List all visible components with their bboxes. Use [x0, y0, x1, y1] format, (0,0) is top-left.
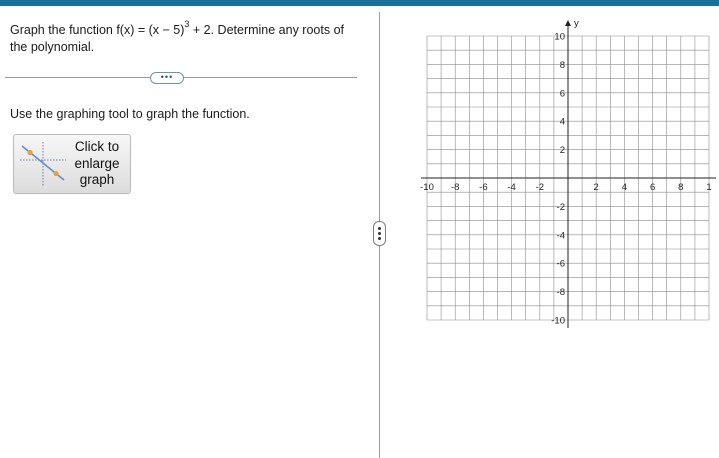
y-tick-label: -4 — [556, 230, 565, 242]
x-tick-label: 8 — [678, 182, 684, 193]
graph-thumbnail-icon — [20, 142, 66, 186]
y-axis-label: y — [574, 18, 579, 29]
y-tick-label: 8 — [559, 59, 565, 71]
x-tick-label: -6 — [479, 182, 488, 193]
y-tick-label: -8 — [556, 287, 565, 299]
y-tick-label: 2 — [559, 145, 565, 157]
graph-area — [420, 16, 719, 341]
y-tick-label: 4 — [559, 116, 565, 128]
x-tick-label: 1 — [706, 182, 712, 193]
x-tick-label: 6 — [649, 182, 656, 193]
y-axis-arrow-icon — [565, 20, 571, 26]
question-pane — [0, 6, 378, 458]
splitter-handle[interactable] — [373, 221, 386, 246]
x-tick-label: -4 — [507, 182, 516, 193]
y-tick-label: -6 — [556, 258, 565, 270]
y-tick-label: -2 — [556, 201, 565, 213]
x-tick-label: 4 — [621, 182, 628, 193]
enlarge-graph-label: Click to enlarge graph — [74, 139, 120, 187]
coordinate-grid — [420, 16, 719, 336]
question-suffix: + 2. Determine any roots of the polynomial. — [10, 23, 344, 54]
enlarge-graph-button[interactable] — [13, 134, 131, 194]
instruction-text: Use the graphing tool to graph the function. — [10, 107, 250, 121]
y-tick-label: -10 — [551, 315, 565, 327]
y-tick-label: 10 — [554, 31, 565, 43]
y-tick-label: 6 — [559, 88, 565, 100]
x-tick-label: -8 — [450, 182, 460, 193]
show-more-button[interactable]: ••• — [150, 72, 184, 84]
question-text — [10, 18, 360, 56]
x-tick-label: -10 — [420, 182, 434, 193]
question-exponent: 3 — [184, 18, 190, 29]
question-prefix: Graph the function f(x) = (x − 5) — [10, 23, 185, 37]
x-tick-label: -2 — [535, 182, 545, 193]
x-tick-label: 2 — [593, 182, 599, 193]
